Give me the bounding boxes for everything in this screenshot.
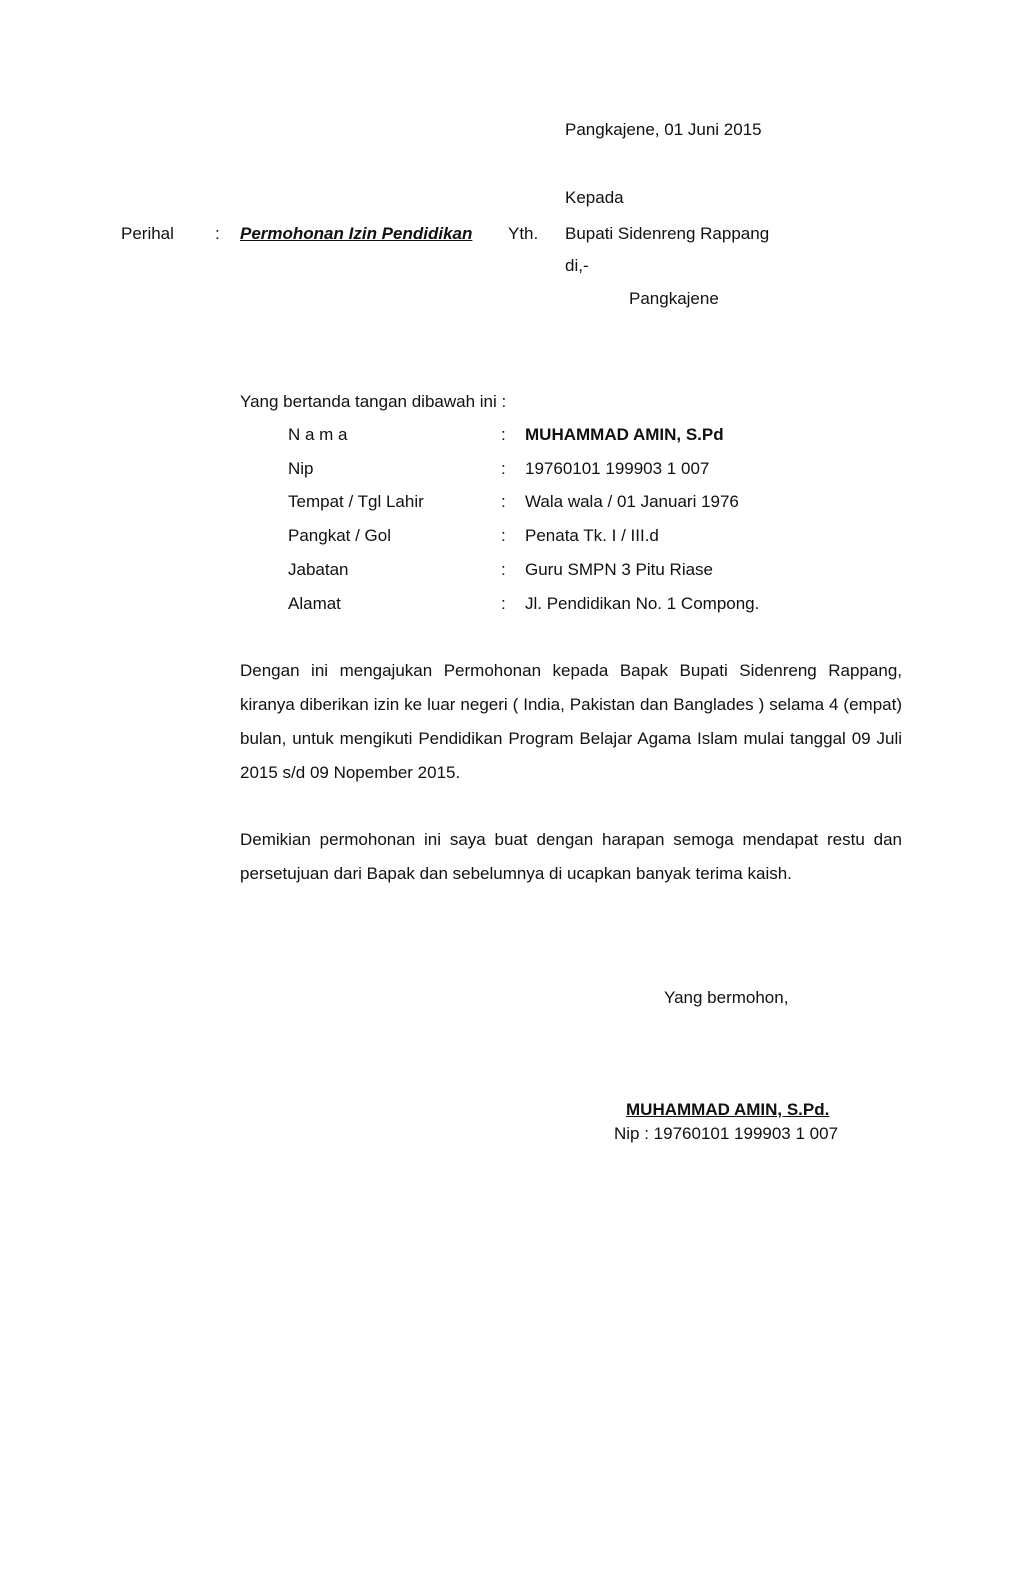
identity-value-name: MUHAMMAD AMIN, S.Pd: [525, 425, 724, 444]
subject-text: Permohonan Izin Pendidikan: [240, 224, 473, 243]
body-paragraph-request: Dengan ini mengajukan Permohonan kepada Bapak Bupati Sidenreng Rappang, kiranya diberikan izin ke luar negeri ( India, Pakistan dan Banglades ) selama 4 (empat) bulan, untuk mengikuti Pendidikan Program Belajar Agama Islam mulai tanggal 09 Juli 2015 s/d 09 Nopember 2015.: [240, 661, 902, 782]
signature-nip: Nip : 19760101 199903 1 007: [614, 1124, 839, 1143]
identity-colon: :: [501, 560, 506, 579]
identity-colon: :: [501, 492, 506, 511]
identity-colon: :: [501, 526, 506, 545]
identity-label-address: Alamat: [288, 594, 341, 613]
subject-colon: :: [215, 224, 220, 243]
signature-closing: Yang bermohon,: [664, 988, 789, 1007]
identity-label-birth: Tempat / Tgl Lahir: [288, 492, 424, 511]
signature-name: MUHAMMAD AMIN, S.Pd.: [626, 1100, 830, 1119]
yth-label: Yth.: [508, 224, 539, 243]
identity-value-nip: 19760101 199903 1 007: [525, 459, 710, 478]
identity-colon: :: [501, 459, 506, 478]
identity-label-nip: Nip: [288, 459, 314, 478]
identity-label-name: N a m a: [288, 425, 348, 444]
identity-intro: Yang bertanda tangan dibawah ini :: [240, 392, 507, 411]
identity-value-position: Guru SMPN 3 Pitu Riase: [525, 560, 714, 579]
identity-colon: :: [501, 425, 506, 444]
recipient-name: Bupati Sidenreng Rappang: [565, 224, 770, 243]
identity-label-rank: Pangkat / Gol: [288, 526, 392, 545]
to-label: Kepada: [565, 188, 624, 207]
identity-value-birth: Wala wala / 01 Januari 1976: [525, 492, 739, 511]
identity-value-address: Jl. Pendidikan No. 1 Compong.: [525, 594, 760, 613]
place-date: Pangkajene, 01 Juni 2015: [565, 120, 762, 139]
body-paragraph-closing: Demikian permohonan ini saya buat dengan harapan semoga mendapat restu dan persetujuan dari Bapak dan sebelumnya di ucapkan banyak terima kaish.: [240, 830, 902, 883]
recipient-di: di,-: [565, 256, 589, 275]
identity-colon: :: [501, 594, 506, 613]
identity-label-position: Jabatan: [288, 560, 349, 579]
subject-label: Perihal: [121, 224, 174, 243]
recipient-city: Pangkajene: [629, 289, 719, 308]
identity-value-rank: Penata Tk. I / III.d: [525, 526, 659, 545]
